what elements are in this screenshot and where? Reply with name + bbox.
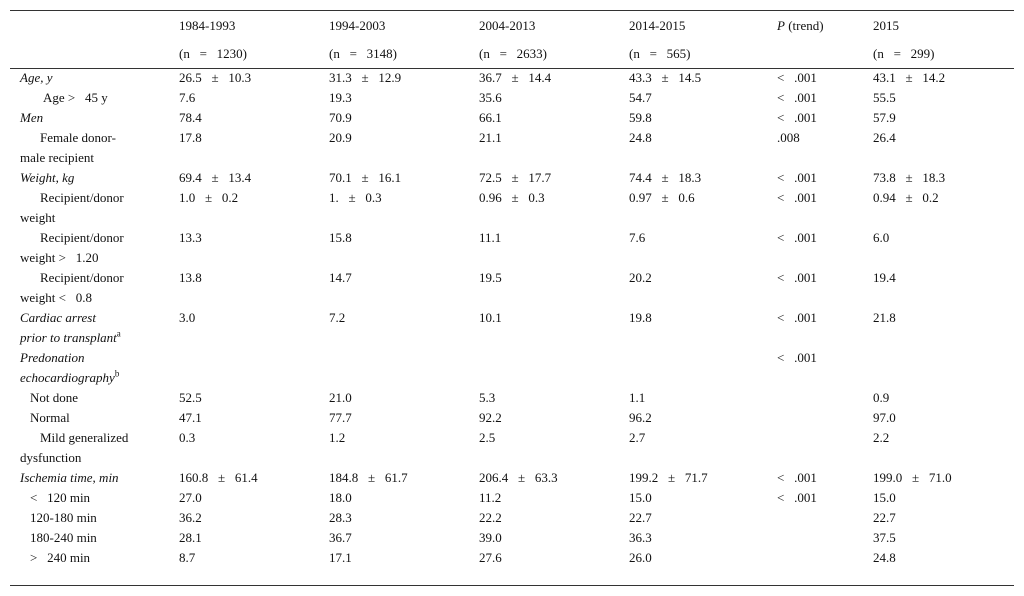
table-cell: 184.8 ± 61.7 xyxy=(329,470,408,485)
table-cell: 7.6 xyxy=(179,90,196,105)
table-row xyxy=(10,268,1014,308)
row-label xyxy=(10,408,169,428)
table-cell: 70.9 xyxy=(329,110,352,125)
table-cell: 1.1 xyxy=(629,390,646,405)
table-cell: 1.2 xyxy=(329,430,346,445)
table-cell: 15.0 xyxy=(873,490,896,505)
table-cell: 13.8 xyxy=(179,270,202,285)
table-cell: 57.9 xyxy=(873,110,896,125)
table-cell: 43.3 ± 14.5 xyxy=(629,70,702,85)
table-cell xyxy=(619,348,767,388)
header-n-row xyxy=(10,40,1014,68)
table-row xyxy=(10,428,1014,468)
table-cell: 26.4 xyxy=(873,130,896,145)
table-cell: 7.2 xyxy=(329,310,346,325)
table-row xyxy=(10,508,1014,528)
row-label-text: Cardiac arrest xyxy=(20,310,96,325)
row-label xyxy=(10,88,169,108)
row-label-text: Recipient/donor xyxy=(40,230,124,245)
table-cell: < .001 xyxy=(777,490,817,505)
row-label xyxy=(10,128,169,168)
table-cell: 22.7 xyxy=(629,510,652,525)
table-cell: < .001 xyxy=(777,90,817,105)
row-label-text: male recipient xyxy=(20,150,94,165)
table-cell: 31.3 ± 12.9 xyxy=(329,70,402,85)
row-label-text: Recipient/donor xyxy=(40,270,124,285)
table-cell: 160.8 ± 61.4 xyxy=(179,470,258,485)
table-cell: 28.3 xyxy=(329,510,352,525)
table-cell: 69.4 ± 13.4 xyxy=(179,170,252,185)
table-cell: 97.0 xyxy=(873,410,896,425)
table-cell: 6.0 xyxy=(873,230,890,245)
table-row xyxy=(10,128,1014,168)
table-cell xyxy=(469,348,619,388)
row-label-text: weight < 0.8 xyxy=(20,290,92,305)
row-label-text: Ischemia time, min xyxy=(20,470,119,485)
row-label-text: Female donor- xyxy=(40,130,116,145)
table-cell: 7.6 xyxy=(629,230,646,245)
table-cell: 52.5 xyxy=(179,390,202,405)
table-cell xyxy=(319,348,469,388)
table-cell: 13.3 xyxy=(179,230,202,245)
table-cell: 1.0 ± 0.2 xyxy=(179,190,239,205)
table-cell: 10.1 xyxy=(479,310,502,325)
row-label-text: prior to transplant xyxy=(20,330,117,345)
trend-label: (trend) xyxy=(784,18,824,33)
row-label xyxy=(10,68,169,88)
header-period: 1994-2003 xyxy=(329,18,386,33)
table-cell: 2.5 xyxy=(479,430,496,445)
row-label xyxy=(10,348,169,388)
table-cell: 73.8 ± 18.3 xyxy=(873,170,946,185)
table-cell: 92.2 xyxy=(479,410,502,425)
header-n: (n = 565) xyxy=(629,46,691,61)
row-label-text: Mild generalized xyxy=(40,430,129,445)
header-n: (n = 3148) xyxy=(329,46,397,61)
table-cell: 27.6 xyxy=(479,550,502,565)
table-cell xyxy=(863,348,1014,388)
header-empty-cell xyxy=(10,12,169,40)
table-cell: 39.0 xyxy=(479,530,502,545)
row-label xyxy=(10,188,169,228)
row-label xyxy=(10,108,169,128)
table-cell: 21.1 xyxy=(479,130,502,145)
table-cell: .008 xyxy=(777,130,800,145)
table-cell: 47.1 xyxy=(179,410,202,425)
table-cell: 21.0 xyxy=(329,390,352,405)
data-table xyxy=(10,12,1014,568)
row-label xyxy=(10,228,169,268)
table-cell: 36.3 xyxy=(629,530,652,545)
row-label-text: dysfunction xyxy=(20,450,82,465)
table-row xyxy=(10,408,1014,428)
table-cell xyxy=(767,508,863,528)
header-period-row xyxy=(10,12,1014,40)
table-cell: 18.0 xyxy=(329,490,352,505)
row-label xyxy=(10,388,169,408)
table-cell: 22.7 xyxy=(873,510,896,525)
table-cell: 26.5 ± 10.3 xyxy=(179,70,252,85)
table-cell: 0.97 ± 0.6 xyxy=(629,190,695,205)
table-cell: 36.7 ± 14.4 xyxy=(479,70,552,85)
table-cell: 15.8 xyxy=(329,230,352,245)
table-cell xyxy=(767,428,863,468)
table-cell: < .001 xyxy=(777,470,817,485)
table-cell xyxy=(767,388,863,408)
table-cell: 72.5 ± 17.7 xyxy=(479,170,552,185)
table-cell: 199.0 ± 71.0 xyxy=(873,470,952,485)
table-cell: < .001 xyxy=(777,350,817,365)
row-label-text: Men xyxy=(20,110,44,125)
table-row xyxy=(10,68,1014,88)
row-label xyxy=(10,528,169,548)
table-cell: 11.1 xyxy=(479,230,502,245)
row-label xyxy=(10,428,169,468)
table-cell: 0.96 ± 0.3 xyxy=(479,190,545,205)
table-cell: < .001 xyxy=(777,230,817,245)
row-label-text: Recipient/donor xyxy=(40,190,124,205)
table-row xyxy=(10,228,1014,268)
table-cell: 20.2 xyxy=(629,270,652,285)
table-row xyxy=(10,168,1014,188)
row-label-text: > 240 min xyxy=(30,550,91,565)
table-cell: 28.1 xyxy=(179,530,202,545)
row-label-text: Age, y xyxy=(20,70,53,85)
table-row xyxy=(10,188,1014,228)
table-cell: < .001 xyxy=(777,310,817,325)
table-cell: 0.94 ± 0.2 xyxy=(873,190,939,205)
table-cell: 27.0 xyxy=(179,490,202,505)
row-label-text: < 120 min xyxy=(30,490,91,505)
row-label-text: Weight, kg xyxy=(20,170,75,185)
table-cell xyxy=(767,548,863,568)
table-top-rule xyxy=(10,10,1014,11)
table-cell: 11.2 xyxy=(479,490,502,505)
header-period: 2015 xyxy=(873,18,899,33)
table-cell: 66.1 xyxy=(479,110,502,125)
header-n: (n = 2633) xyxy=(479,46,547,61)
table-cell: 21.8 xyxy=(873,310,896,325)
table-row xyxy=(10,488,1014,508)
table-cell: 35.6 xyxy=(479,90,502,105)
table-row xyxy=(10,528,1014,548)
header-period: 2004-2013 xyxy=(479,18,536,33)
footnote-marker: a xyxy=(116,328,121,339)
header-p-trend xyxy=(767,12,863,40)
table-cell: 36.2 xyxy=(179,510,202,525)
table-cell: 19.8 xyxy=(629,310,652,325)
table-cell: 55.5 xyxy=(873,90,896,105)
table-cell: 36.7 xyxy=(329,530,352,545)
table-row xyxy=(10,388,1014,408)
header-period: 2014-2015 xyxy=(629,18,686,33)
row-label xyxy=(10,168,169,188)
row-label-text: weight xyxy=(20,210,56,225)
p-symbol: P xyxy=(777,18,785,33)
table-cell: 0.3 xyxy=(179,430,196,445)
table-cell: 19.3 xyxy=(329,90,352,105)
row-label-text: weight > 1.20 xyxy=(20,250,99,265)
table-cell: 19.4 xyxy=(873,270,896,285)
row-label xyxy=(10,488,169,508)
table-cell xyxy=(767,408,863,428)
table-cell: 37.5 xyxy=(873,530,896,545)
table-row xyxy=(10,108,1014,128)
table-row xyxy=(10,348,1014,388)
row-label xyxy=(10,548,169,568)
row-label xyxy=(10,508,169,528)
row-label-text: Normal xyxy=(30,410,70,425)
row-label xyxy=(10,268,169,308)
table-row xyxy=(10,88,1014,108)
table-cell: 78.4 xyxy=(179,110,202,125)
table-cell: 20.9 xyxy=(329,130,352,145)
table-row xyxy=(10,308,1014,348)
table-cell: 22.2 xyxy=(479,510,502,525)
table-cell: 17.8 xyxy=(179,130,202,145)
row-label-text: Not done xyxy=(30,390,79,405)
table-cell: 2.2 xyxy=(873,430,890,445)
row-label-text: 180-240 min xyxy=(30,530,97,545)
header-n: (n = 1230) xyxy=(179,46,247,61)
table-row xyxy=(10,548,1014,568)
table-cell: 14.7 xyxy=(329,270,352,285)
table-cell: 5.3 xyxy=(479,390,496,405)
row-label-text: 120-180 min xyxy=(30,510,97,525)
table-cell: 70.1 ± 16.1 xyxy=(329,170,402,185)
table-cell: 19.5 xyxy=(479,270,502,285)
row-label-text: Age > 45 y xyxy=(43,90,108,105)
table-cell: 24.8 xyxy=(873,550,896,565)
row-label xyxy=(10,468,169,488)
header-n: (n = 299) xyxy=(873,46,935,61)
row-label xyxy=(10,308,169,348)
row-label-text: Predonation xyxy=(20,350,85,365)
table-cell: 59.8 xyxy=(629,110,652,125)
table-cell: 1. ± 0.3 xyxy=(329,190,382,205)
table-cell: < .001 xyxy=(777,170,817,185)
table-cell: 3.0 xyxy=(179,310,196,325)
table-cell: 74.4 ± 18.3 xyxy=(629,170,702,185)
header-period: 1984-1993 xyxy=(179,18,236,33)
table-cell: < .001 xyxy=(777,270,817,285)
table-cell: 77.7 xyxy=(329,410,352,425)
table-bottom-rule xyxy=(10,585,1014,586)
footnote-marker: b xyxy=(114,368,120,379)
row-label-text: echocardiography xyxy=(20,370,115,385)
header-empty-cell xyxy=(10,40,169,68)
table-cell: 24.8 xyxy=(629,130,652,145)
table-cell: 96.2 xyxy=(629,410,652,425)
table-cell: 8.7 xyxy=(179,550,196,565)
table-cell: 15.0 xyxy=(629,490,652,505)
table-row xyxy=(10,468,1014,488)
table-cell: 54.7 xyxy=(629,90,652,105)
table-cell: 206.4 ± 63.3 xyxy=(479,470,558,485)
header-n xyxy=(767,40,863,68)
table-cell: 2.7 xyxy=(629,430,646,445)
table-cell xyxy=(169,348,319,388)
table-cell: < .001 xyxy=(777,70,817,85)
table-cell: 43.1 ± 14.2 xyxy=(873,70,946,85)
table-cell: 0.9 xyxy=(873,390,890,405)
table-cell: < .001 xyxy=(777,190,817,205)
table-cell: < .001 xyxy=(777,110,817,125)
table-cell: 17.1 xyxy=(329,550,352,565)
table-cell xyxy=(767,528,863,548)
table-cell: 199.2 ± 71.7 xyxy=(629,470,708,485)
table-cell: 26.0 xyxy=(629,550,652,565)
